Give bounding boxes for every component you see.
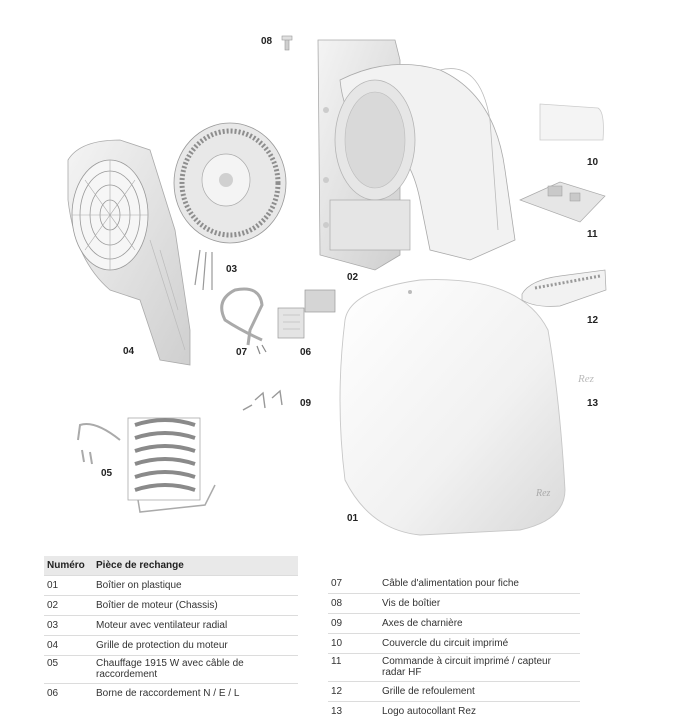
part-11-pcb-radar: [520, 182, 605, 222]
table-row: [328, 654, 580, 682]
row-number: 02: [47, 600, 59, 611]
part-04-motor-protection-grille: [68, 140, 190, 365]
row-number: 09: [331, 618, 343, 629]
row-number: 12: [331, 686, 343, 697]
part-06-terminal-block: [278, 290, 335, 338]
row-part: Boîtier on plastique: [96, 580, 182, 591]
callout-07: 07: [236, 347, 248, 358]
callout-06: 06: [300, 347, 312, 358]
row-part: Moteur avec ventilateur radial: [96, 620, 228, 631]
table-row: [328, 634, 580, 654]
table-row: [44, 616, 298, 636]
callout-08: 08: [261, 36, 273, 47]
row-number: 07: [331, 578, 343, 589]
row-number: 08: [331, 598, 343, 609]
parts-table-right: [328, 574, 580, 721]
row-number: 01: [47, 580, 59, 591]
table-row: [328, 574, 580, 594]
table-row: [44, 684, 298, 703]
row-number: 05: [47, 658, 59, 669]
part-12-discharge-grille: [522, 270, 606, 306]
table-row: [328, 682, 580, 702]
row-number: 04: [47, 640, 59, 651]
row-part: Couvercle du circuit imprimé: [382, 638, 509, 649]
row-number: 10: [331, 638, 343, 649]
callout-02: 02: [347, 272, 359, 283]
part-05-heater: [78, 418, 215, 512]
part-02-motor-housing: [318, 40, 515, 270]
callout-12: 12: [587, 315, 599, 326]
parts-table-left: [44, 556, 298, 703]
part-07-power-cable: [222, 289, 266, 354]
row-part: Commande à circuit imprimé / capteur radar HF: [382, 656, 551, 678]
table-row: [328, 594, 580, 614]
row-part: Axes de charnière: [382, 618, 463, 629]
table-row: [328, 702, 580, 721]
table-row: [44, 656, 298, 684]
table-row: [44, 576, 298, 596]
part-13-logo-sticker: [577, 373, 595, 385]
callout-05: 05: [101, 468, 113, 479]
row-number: 13: [331, 706, 343, 717]
table-row: [44, 636, 298, 656]
row-number: 06: [47, 688, 59, 699]
row-number: 11: [331, 656, 342, 667]
callout-13: 13: [587, 398, 599, 409]
row-part: Logo autocollant Rez: [382, 706, 476, 717]
row-part: Grille de protection du moteur: [96, 640, 228, 651]
header-number: Numéro: [47, 560, 85, 571]
row-part: Boîtier de moteur (Chassis): [96, 600, 218, 611]
table-row: [328, 614, 580, 634]
part-01-plastic-housing: [340, 280, 565, 535]
table-header: [44, 556, 298, 576]
callout-01: 01: [347, 513, 359, 524]
part-08-housing-screw: [282, 36, 292, 50]
callout-03: 03: [226, 264, 238, 275]
callout-10: 10: [587, 157, 599, 168]
svg-text:Rez: Rez: [536, 488, 551, 499]
callout-09: 09: [300, 398, 312, 409]
part-10-pcb-cover: [540, 104, 603, 140]
logo-text: Rez: [578, 373, 594, 385]
table-row: [44, 596, 298, 616]
header-part: Pièce de rechange: [96, 560, 184, 571]
row-part: Vis de boîtier: [382, 598, 441, 609]
row-part: Chauffage 1915 W avec câble de raccordement: [96, 658, 244, 680]
row-part: Borne de raccordement N / E / L: [96, 688, 240, 699]
row-number: 03: [47, 620, 59, 631]
row-part: Grille de refoulement: [382, 686, 475, 697]
row-part: Câble d'alimentation pour fiche: [382, 578, 519, 589]
callout-04: 04: [123, 346, 135, 357]
callout-11: 11: [587, 229, 598, 240]
part-09-hinge-axes: [243, 391, 282, 410]
